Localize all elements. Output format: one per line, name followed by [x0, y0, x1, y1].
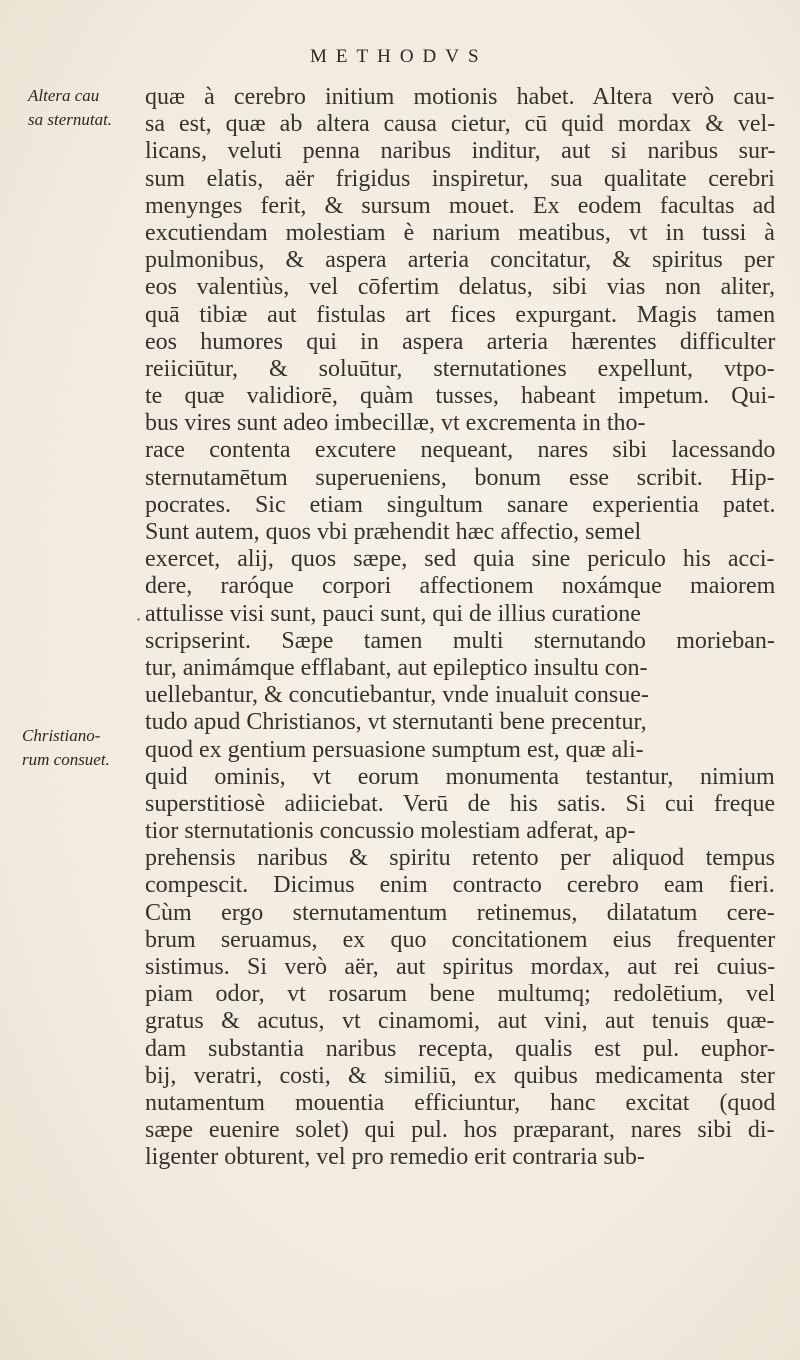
text-line: compescit. Dicimus enim contracto cerebro eam fieri.: [145, 872, 775, 899]
text-line: Sunt autem, quos vbi præhendit hæc affectio, semel: [145, 519, 642, 545]
text-line: nutamentum mouentia efficiuntur, hanc excitat (quod: [145, 1089, 776, 1116]
text-line: sternutamētum superueniens, bonum esse scribit. Hip-: [145, 464, 775, 491]
text-line: pocrates. Sic etiam singultum sanare experientia patet.: [145, 491, 776, 518]
text-line: sa est, quæ ab altera causa cietur, cū quid mordax & vel-: [145, 111, 776, 138]
text-line: tudo apud Christianos, vt sternutanti bene precentur,: [145, 709, 647, 736]
text-line: reiiciūtur, & soluūtur, sternutationes expellunt, vtpo-: [145, 355, 775, 382]
running-head: METHODVS: [310, 46, 488, 67]
text-line: Cùm ergo sternutamentum retinemus, dilatatum cere-: [145, 899, 775, 926]
margin-note-line: Altera cau: [28, 86, 100, 105]
text-line: brum seruamus, ex quo concitationem eius frequenter: [145, 926, 776, 953]
text-line: race contenta excutere nequeant, nares sibi lacessando: [145, 437, 776, 464]
text-line: piam odor, vt rosarum bene multumq; redolētium, vel: [145, 981, 776, 1008]
text-line: te quæ validiorē, quàm tusses, habeant impetum. Qui-: [145, 383, 776, 410]
text-line: ligenter obturent, vel pro remedio erit contraria sub-: [145, 1144, 645, 1171]
text-line: pulmonibus, & aspera arteria concitatur, & spiritus per: [145, 247, 775, 274]
margin-note-line: Christiano-: [22, 726, 101, 745]
marginal-bullet-mark: ·: [136, 610, 142, 629]
text-line: superstitiosè adiiciebat. Verū de his satis. Si cui freque: [145, 790, 776, 817]
margin-note-christianorum: [22, 724, 157, 772]
text-line: eos valentiùs, vel cōfertim delatus, sibi vias non aliter,: [145, 274, 775, 301]
text-line: sum elatis, aër frigidus inspiretur, sua qualitate cerebri: [145, 165, 775, 192]
text-line: sæpe euenire solet) qui pul. hos præparant, nares sibi di-: [145, 1117, 775, 1144]
text-line: exercet, alij, quos sæpe, sed quia sine periculo his acci-: [145, 546, 775, 573]
margin-note-line: rum consuet.: [22, 750, 110, 769]
text-line: sistimus. Si verò aër, aut spiritus mordax, aut rei cuius-: [145, 954, 776, 980]
main-text-block: [145, 84, 775, 1172]
text-line: quid ominis, vt eorum monumenta testantur, nimium: [145, 763, 775, 790]
text-line: quod ex gentium persuasione sumptum est, quæ ali-: [145, 736, 644, 763]
text-line: uellebantur, & concutiebantur, vnde inualuit consue-: [145, 682, 649, 709]
text-line: scripserint. Sæpe tamen multi sternutando morieban-: [145, 627, 775, 654]
text-line: licans, veluti penna naribus inditur, aut si naribus sur-: [145, 138, 776, 165]
text-line: bus vires sunt adeo imbecillæ, vt excrementa in tho-: [145, 410, 646, 437]
text-line: bij, veratri, costi, & similiū, ex quibus medicamenta ster: [145, 1062, 775, 1089]
text-line: prehensis naribus & spiritu retento per aliquod tempus: [145, 845, 775, 872]
text-line: eos humores qui in aspera arteria hærentes difficulter: [145, 328, 776, 355]
text-line: quā tibiæ aut fistulas art fices expurgant. Magis tamen: [145, 301, 776, 328]
text-line: menynges ferit, & sursum mouet. Ex eodem facultas ad: [145, 192, 776, 219]
text-line: excutiendam molestiam è narium meatibus, vt in tussi à: [145, 219, 775, 246]
text-line: dam substantia naribus recepta, qualis est pul. euphor-: [145, 1035, 776, 1062]
text-line: tior sternutationis concussio molestiam adferat, ap-: [145, 818, 636, 845]
text-line: attulisse visi sunt, pauci sunt, qui de illius curatione: [145, 600, 641, 627]
text-line: tur, animámque efflabant, aut epileptico insultu con-: [145, 654, 648, 681]
text-line: dere, raróque corpori affectionem noxámque maiorem: [145, 573, 776, 600]
text-line: gratus & acutus, vt cinamomi, aut vini, aut tenuis quæ-: [145, 1008, 775, 1035]
margin-note-line: sa sternutat.: [28, 110, 113, 129]
text-line: quæ à cerebro initium motionis habet. Altera verò cau-: [145, 84, 775, 110]
margin-note-altera-causa: [28, 84, 163, 132]
